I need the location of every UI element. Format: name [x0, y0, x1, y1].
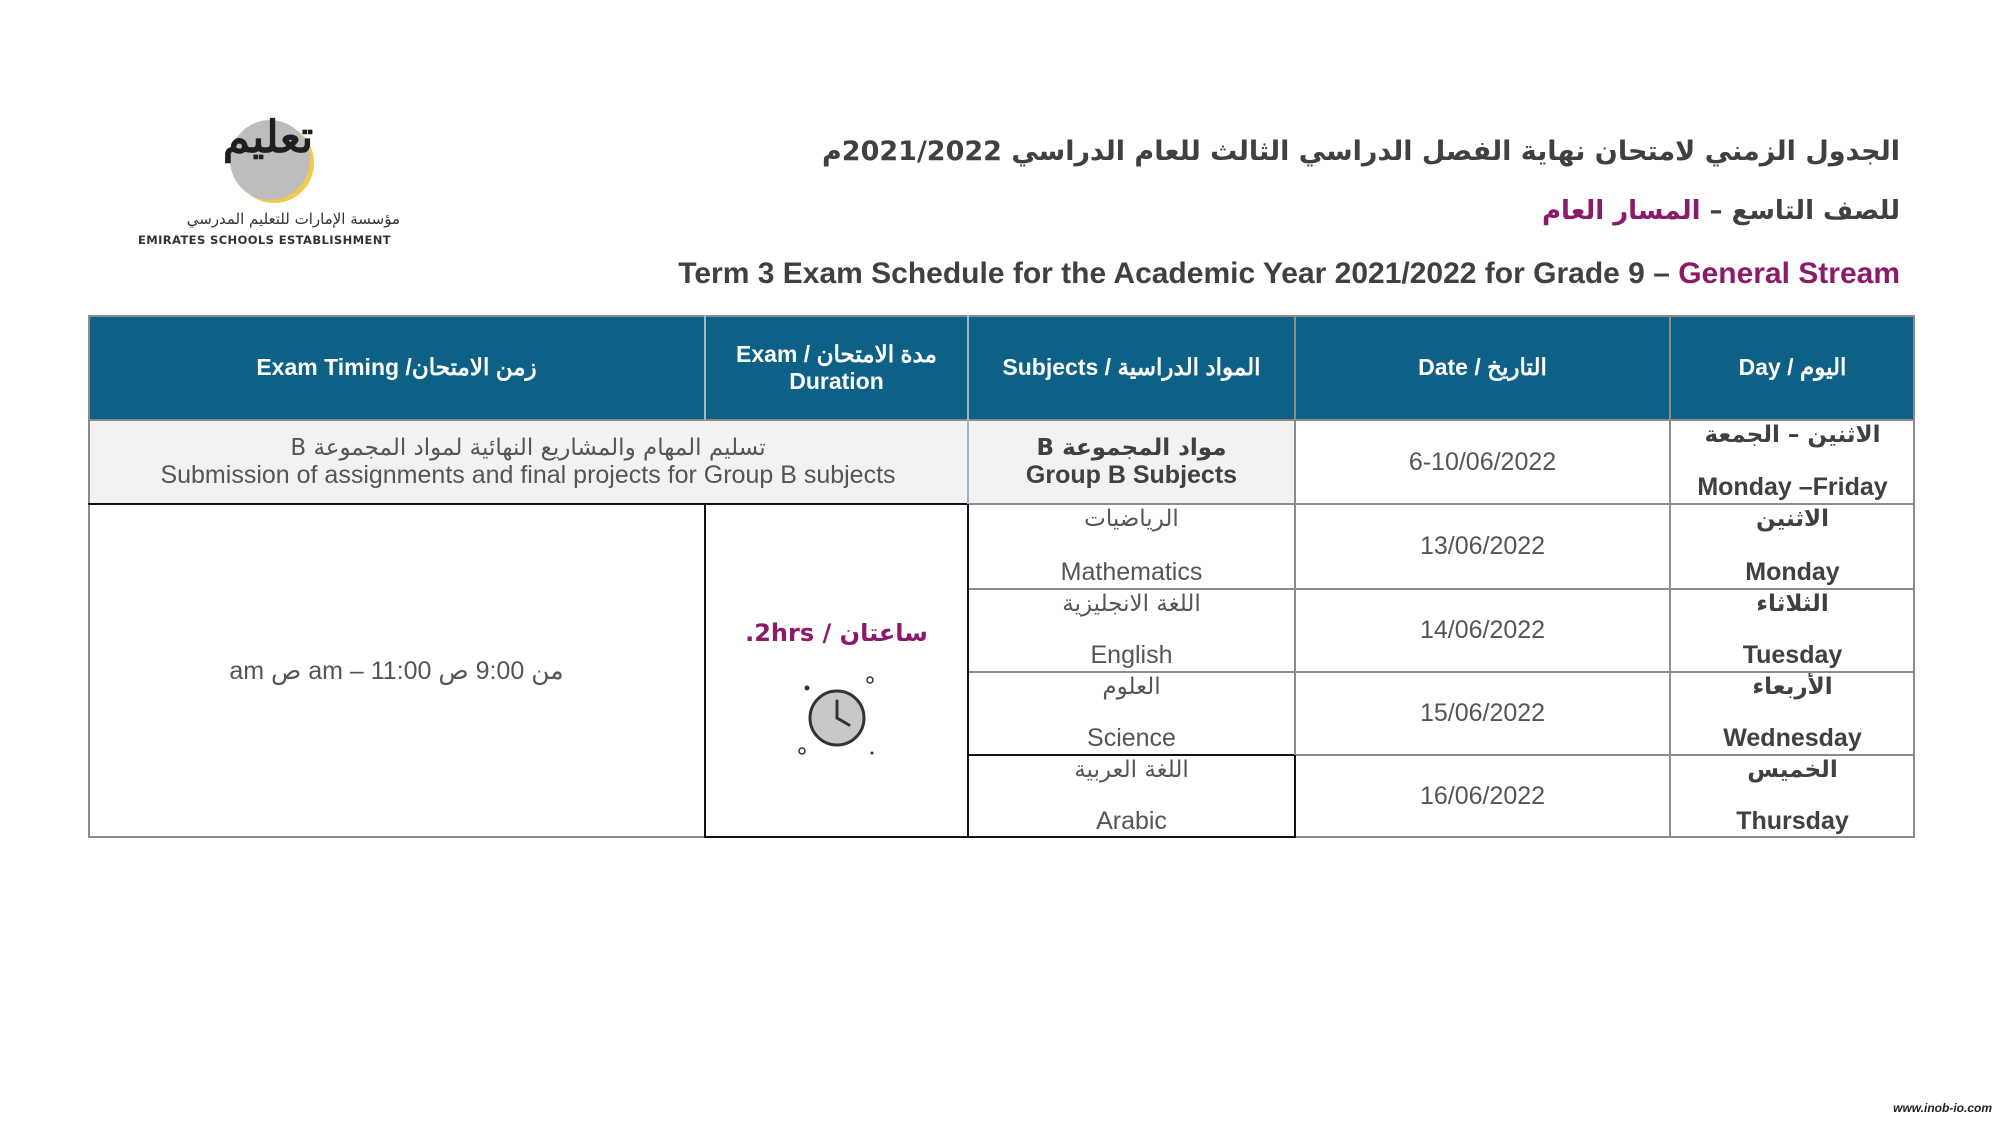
day-en: Wednesday [1723, 724, 1862, 752]
group-b-day-en: Monday –Friday [1697, 473, 1888, 501]
subtitle-stream: المسار العام [1541, 196, 1701, 226]
row-separator-dark [968, 754, 1295, 756]
header-date [1295, 315, 1670, 420]
border-header-bottom [88, 419, 1915, 421]
header-duration-line1: Exam / مدة الامتحان [736, 340, 937, 367]
date-cell [1295, 755, 1670, 838]
header-day-label: Day / اليوم [1738, 354, 1847, 380]
date-cell [1295, 672, 1670, 755]
subject-cell [968, 504, 1295, 589]
exam-duration-text: ساعتان / 2hrs. [745, 619, 928, 647]
header-timing-label: Exam Timing /زمن الامتحان [256, 354, 537, 380]
group-b-date-text: 6-10/06/2022 [1408, 447, 1557, 476]
day-ar: الخميس [1747, 757, 1838, 783]
subject-cell [968, 672, 1295, 755]
exam-timing-text: من 9:00 ص am – 11:00 ص am [229, 657, 564, 685]
date-text: 13/06/2022 [1419, 532, 1546, 560]
footer-url: www.inob-io.com [1893, 1101, 1992, 1115]
border-h-subjects [967, 315, 969, 505]
subtitle-arabic [1542, 196, 1900, 226]
day-en: Tuesday [1742, 641, 1843, 669]
group-b-subject [968, 420, 1295, 504]
border-groupb-bottom [968, 503, 1915, 505]
subject-cell [968, 755, 1295, 838]
border-top [88, 315, 1915, 317]
subject-ar: الرياضيات [1084, 506, 1179, 532]
logo-org-en: EMIRATES SCHOOLS ESTABLISHMENT [138, 233, 391, 247]
group-b-note-ar: تسليم المهام والمشاريع النهائية لمواد المجموعة B [290, 434, 766, 461]
exam-schedule-table [88, 315, 1915, 838]
subject-en: Mathematics [1060, 558, 1203, 586]
day-ar: الاثنين [1755, 506, 1830, 532]
group-b-subject-en: Group B Subjects [1025, 460, 1238, 489]
header-subjects-label: Subjects / المواد الدراسية [1002, 354, 1261, 380]
border-v-arabic-dark [1294, 755, 1296, 838]
header-duration-line2: Duration [789, 367, 884, 394]
border-left [88, 315, 90, 838]
day-ar: الثلاثاء [1756, 591, 1829, 617]
date-text: 14/06/2022 [1419, 616, 1546, 644]
subject-ar: العلوم [1102, 674, 1161, 700]
title-english [678, 257, 1900, 291]
title-en-stream: General Stream [1678, 257, 1900, 290]
title-arabic: الجدول الزمني لامتحان نهاية الفصل الدراسي الثالث للعام الدراسي 2021/2022م [822, 136, 1900, 167]
border-v-timing [704, 504, 706, 838]
day-cell [1670, 755, 1915, 838]
header-date-label: Date / التاريخ [1418, 354, 1547, 380]
exam-duration-cell [705, 504, 968, 838]
subtitle-prefix: للصف التاسع – [1700, 196, 1900, 226]
border-v-duration [967, 504, 969, 838]
border-bottom-dark [705, 836, 1295, 838]
logo-org-ar: مؤسسة الإمارات للتعليم المدرسي [186, 210, 400, 228]
logo [135, 112, 410, 252]
header-duration [705, 315, 968, 420]
date-cell [1295, 589, 1670, 672]
group-b-day-ar: الاثنين – الجمعة [1704, 422, 1881, 448]
row-separator [968, 671, 1915, 673]
header-subjects [968, 315, 1295, 420]
header-day [1670, 315, 1915, 420]
title-en-prefix: Term 3 Exam Schedule for the Academic Year 2021/2022 for Grade 9 – [678, 257, 1679, 290]
day-cell [1670, 504, 1915, 589]
group-b-note-en: Submission of assignments and final projects for Group B subjects [160, 460, 896, 489]
row-separator [968, 588, 1915, 590]
subject-cell [968, 589, 1295, 672]
logo-brand-ar: تعليم [222, 112, 314, 163]
subject-en: Arabic [1096, 807, 1167, 835]
subject-en: English [1090, 641, 1173, 669]
border-v-day [1669, 315, 1671, 838]
day-ar: الأربعاء [1752, 674, 1833, 700]
subject-en: Science [1087, 724, 1176, 752]
exam-timing-cell [88, 504, 705, 838]
subject-ar: اللغة العربية [1074, 757, 1189, 783]
date-cell [1295, 504, 1670, 589]
clock-icon [792, 673, 882, 763]
border-groupb-bottom-dark [88, 503, 968, 505]
date-text: 15/06/2022 [1419, 699, 1546, 727]
group-b-day [1670, 420, 1915, 504]
border-right [1913, 315, 1915, 838]
day-en: Monday [1745, 558, 1840, 586]
date-text: 16/06/2022 [1419, 782, 1546, 810]
group-b-subject-ar: مواد المجموعة B [1036, 434, 1227, 461]
day-cell [1670, 589, 1915, 672]
border-h-timing [704, 315, 706, 420]
subject-ar: اللغة الانجليزية [1062, 591, 1201, 617]
day-en: Thursday [1736, 807, 1849, 835]
day-cell [1670, 672, 1915, 755]
group-b-note [88, 420, 968, 504]
group-b-date [1295, 420, 1670, 504]
header-timing [88, 315, 705, 420]
